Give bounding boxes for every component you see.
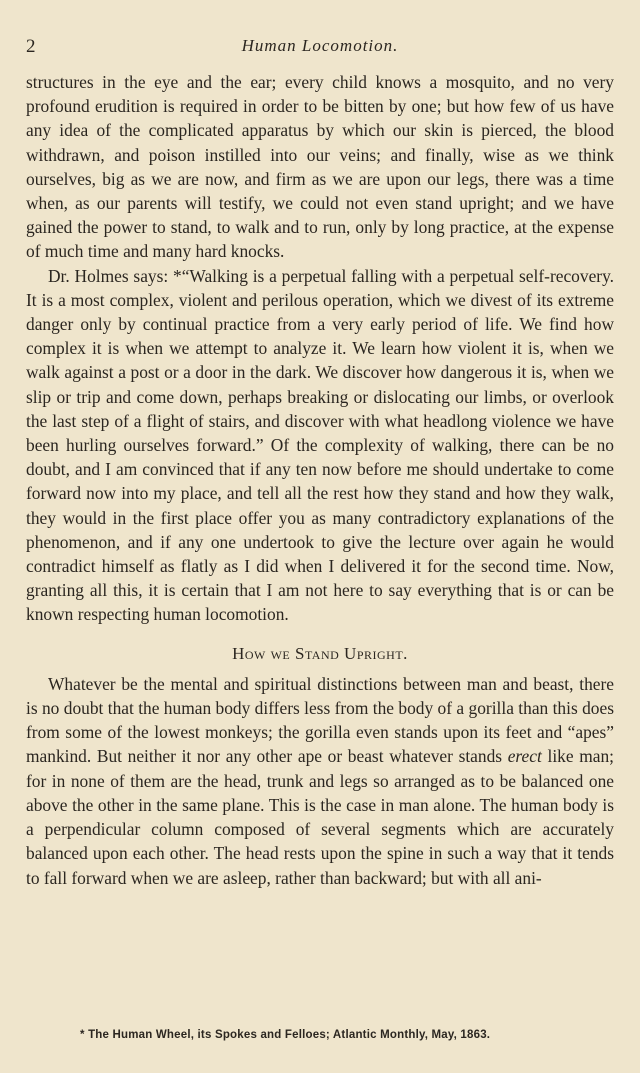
- page-header: [26, 36, 614, 58]
- paragraph-3: [26, 672, 614, 890]
- emphasized-word: erect: [507, 746, 542, 767]
- body-text: [26, 70, 614, 890]
- paragraph-3-text-a: Whatever be the mental and spiritual distinctions between man and beast, there is no doubt that the human body differs less from the body of a gorilla than this does from some of the lowest monkeys; the gorilla even stands upon its feet and “apes” mankind. But neither it nor any other ape or beast whatever stands: [26, 673, 614, 767]
- paragraph-2: Dr. Holmes says: *“Walking is a perpetual falling with a perpetual self-recovery. It is a most complex, violent and perilous operation, which we divest of its extreme danger only by continual practice from a very early period of life. We find how complex it is when we attempt to analyze it. We learn how violent it is, when we walk against a post or a door in the dark. We discover how dangerous it is, when we slip or trip and come down, perhaps breaking or dislocating our limbs, or overlook the last step of a flight of stairs, and discover with what headlong violence we have been hurling ourselves forward.” Of the complexity of walking, there can be no doubt, and I am convinced that if any ten now before me should undertake to come forward now into my place, and tell all the rest how they stand and how they walk, they would in the first place offer you as many contradictory explanations of the phenomenon, and if any one undertook to give the lecture over again he would contradict himself as flatly as I did when I delivered it for the second time. Now, granting all this, it is certain that I am not here to say everything that is or can be known respecting human locomotion.: [26, 265, 614, 625]
- page-number: 2: [26, 36, 36, 57]
- running-title: Human Locomotion.: [241, 36, 399, 55]
- paragraph-3-text-b: like man; for in none of them are the head, trunk and legs so arranged as to be balanced one above the other in the same plane. This is the case in man alone. The human body is a perpendicular column composed of several segments which are accurately balanced upon each other. The head rests upon the spine in such a way that it tends to fall forward when we are asleep, rather than backward; but with all ani-: [26, 746, 614, 888]
- footnote: * The Human Wheel, its Spokes and Felloes; Atlantic Monthly, May, 1863.: [80, 1029, 491, 1041]
- paragraph-1: structures in the eye and the ear; every child knows a mosquito, and no very profound erudition is required in order to be bitten by one; but how few of us have any idea of the complicated apparatus by which our skin is pierced, the blood withdrawn, and poison instilled into our veins; and finally, wise as we think ourselves, big as we are now, and firm as we are upon our legs, there was a time when, as our parents will testify, we could not even stand upright; and we have gained the power to stand, to walk and to run, only by long practice, at the expense of much time and many hard knocks.: [26, 72, 614, 262]
- section-heading: How we Stand Upright.: [232, 643, 408, 663]
